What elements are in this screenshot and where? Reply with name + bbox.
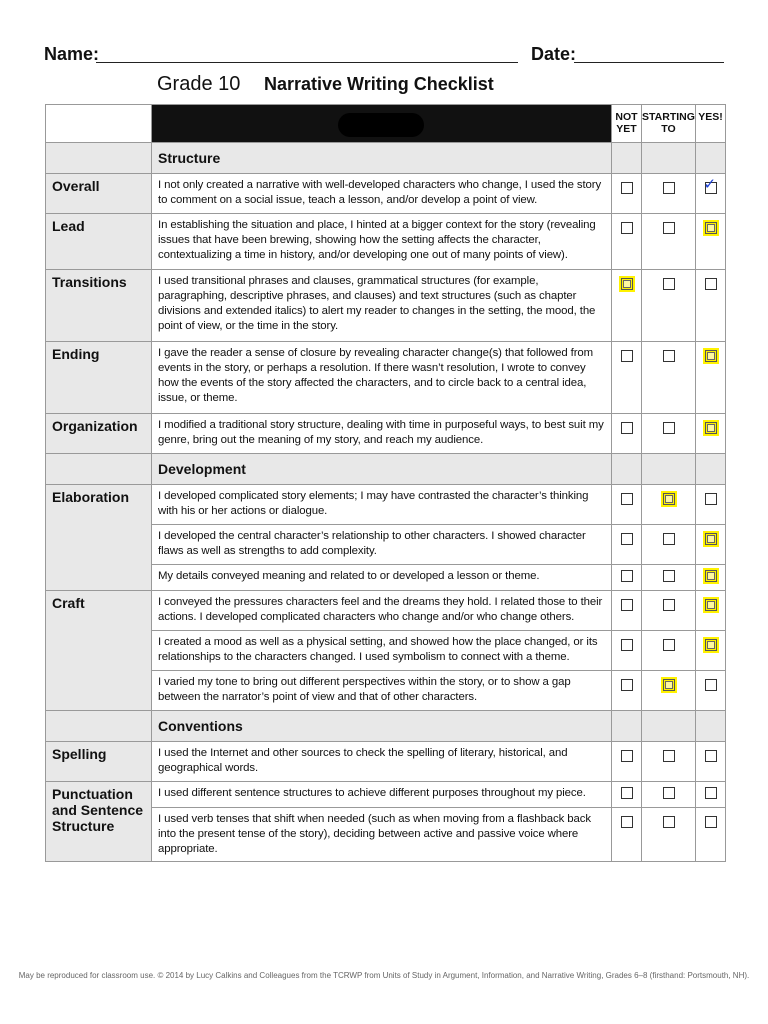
header-redacted-cell xyxy=(152,105,612,143)
checkbox-not-yet[interactable] xyxy=(621,599,633,611)
row-desc-lead: In establishing the situation and place, I hinted at a bigger context for the story (revealing issues that have been brewing, showing how the setting affects the character, contextualizing a time in history, and/or developing one out of many points of view). xyxy=(152,214,612,270)
row-label-transitions: Transitions xyxy=(46,270,152,342)
checkbox-yes[interactable] xyxy=(705,278,717,290)
checkbox-starting-to[interactable] xyxy=(663,570,675,582)
table-row xyxy=(46,342,726,414)
col-starting-to: STARTING TO xyxy=(642,105,696,143)
table-row xyxy=(46,591,726,631)
table-row xyxy=(46,742,726,782)
section-development: Development xyxy=(152,454,612,485)
grade-label: Grade 10 xyxy=(157,73,241,95)
checkbox-not-yet-highlighted[interactable] xyxy=(621,278,633,290)
name-line[interactable] xyxy=(96,62,518,63)
table-row xyxy=(46,782,726,808)
row-desc-organization: I modified a traditional story structure, dealing with time in purposeful ways, to best suit my genre, bring out the meaning of my story, and reach my audience. xyxy=(152,414,612,454)
checkbox-not-yet[interactable] xyxy=(621,493,633,505)
checkbox-starting-to[interactable] xyxy=(663,639,675,651)
table-row xyxy=(46,214,726,270)
row-desc-craft-1: I conveyed the pressures characters feel and the dreams they hold. I related those to their actions. I developed complicated characters who change and/or who change others. xyxy=(152,591,612,631)
checkbox-yes-highlighted[interactable] xyxy=(705,639,717,651)
checkbox-starting-to[interactable] xyxy=(663,787,675,799)
checkbox-starting-to[interactable] xyxy=(663,182,675,194)
section-row xyxy=(46,711,726,742)
row-desc-craft-3: I varied my tone to bring out different perspectives within the story, or to show a gap between the narrator’s point of view and that of other characters. xyxy=(152,671,612,711)
checkbox-starting-to[interactable] xyxy=(663,750,675,762)
date-label: Date: xyxy=(531,44,577,64)
checkbox-not-yet[interactable] xyxy=(621,639,633,651)
row-desc-elaboration-3: My details conveyed meaning and related to or developed a lesson or theme. xyxy=(152,565,612,591)
checkbox-not-yet[interactable] xyxy=(621,350,633,362)
col-not-yet: NOT YET xyxy=(612,105,642,143)
row-label-overall: Overall xyxy=(46,174,152,214)
section-structure: Structure xyxy=(152,143,612,174)
checkbox-starting-to-highlighted[interactable] xyxy=(663,679,675,691)
checklist-table xyxy=(45,104,726,862)
checkbox-yes-highlighted[interactable] xyxy=(705,570,717,582)
footer-copyright: May be reproduced for classroom use. © 2014 by Lucy Calkins and Colleagues from the TCRWP from Units of Study in Argument, Information, and Narrative Writing, Grades 6–8 (firsthand: Portsmouth, NH). xyxy=(18,971,750,980)
checkbox-yes-highlighted[interactable] xyxy=(705,599,717,611)
checkbox-not-yet[interactable] xyxy=(621,182,633,194)
row-label-spelling: Spelling xyxy=(46,742,152,782)
checkbox-starting-to[interactable] xyxy=(663,533,675,545)
row-desc-ending: I gave the reader a sense of closure by revealing character change(s) that followed from events in the story, or perhaps a resolution. If there wasn’t resolution, I wrote to convey how the events of the story affected the characters, and to circle back to a central idea, issue, or theme. xyxy=(152,342,612,414)
redaction-mark xyxy=(338,113,424,137)
checkbox-not-yet[interactable] xyxy=(621,533,633,545)
checkbox-not-yet[interactable] xyxy=(621,222,633,234)
section-conventions: Conventions xyxy=(152,711,612,742)
table-row xyxy=(46,485,726,525)
table-row xyxy=(46,414,726,454)
checkbox-starting-to[interactable] xyxy=(663,222,675,234)
checkbox-not-yet[interactable] xyxy=(621,570,633,582)
checkbox-not-yet[interactable] xyxy=(621,816,633,828)
checkbox-starting-to[interactable] xyxy=(663,422,675,434)
section-row xyxy=(46,143,726,174)
row-desc-overall: I not only created a narrative with well-developed characters who change, I used the story to comment on a social issue, teach a lesson, and/or develop a point of view. xyxy=(152,174,612,214)
checkbox-starting-to[interactable] xyxy=(663,599,675,611)
checkbox-starting-to[interactable] xyxy=(663,816,675,828)
table-row xyxy=(46,174,726,214)
checkbox-yes[interactable] xyxy=(705,679,717,691)
checkbox-not-yet[interactable] xyxy=(621,679,633,691)
row-label-organization: Organization xyxy=(46,414,152,454)
checkmark-icon: ✓ xyxy=(703,176,717,193)
row-label-lead: Lead xyxy=(46,214,152,270)
checkbox-starting-to[interactable] xyxy=(663,278,675,290)
header-blank-cell xyxy=(46,105,152,143)
row-desc-punctuation-1: I used different sentence structures to achieve different purposes throughout my piece. xyxy=(152,782,612,808)
page-title: Narrative Writing Checklist xyxy=(264,74,494,94)
row-label-elaboration: Elaboration xyxy=(46,485,152,591)
date-line[interactable] xyxy=(574,62,724,63)
row-label-craft: Craft xyxy=(46,591,152,711)
row-label-ending: Ending xyxy=(46,342,152,414)
row-desc-craft-2: I created a mood as well as a physical setting, and showed how the place changed, or its relationships to the characters changed. I used symbolism to connect with a theme. xyxy=(152,631,612,671)
checkbox-starting-to[interactable] xyxy=(663,350,675,362)
checkbox-not-yet[interactable] xyxy=(621,750,633,762)
row-desc-elaboration-2: I developed the central character’s relationship to other characters. I showed character flaws as well as strengths to add complexity. xyxy=(152,525,612,565)
checkbox-not-yet[interactable] xyxy=(621,787,633,799)
checkbox-yes-highlighted[interactable] xyxy=(705,533,717,545)
row-label-punctuation: Punctuation and Sentence Structure xyxy=(46,782,152,862)
checkbox-yes[interactable] xyxy=(703,176,717,194)
row-desc-transitions: I used transitional phrases and clauses, grammatical structures (for example, paragraphing, descriptive phrases, and clauses) and text structures (such as chapter divisions and extended italics) to alert my reader to changes in the setting, the mood, the point of view, or the time in the story. xyxy=(152,270,612,342)
table-row xyxy=(46,270,726,342)
row-desc-elaboration-1: I developed complicated story elements; I may have contrasted the character’s thinking with his or her actions or dialogue. xyxy=(152,485,612,525)
name-label: Name: xyxy=(44,44,100,64)
row-desc-spelling: I used the Internet and other sources to check the spelling of literary, historical, and geographical words. xyxy=(152,742,612,782)
checkbox-yes-highlighted[interactable] xyxy=(705,350,717,362)
checkbox-yes-highlighted[interactable] xyxy=(705,222,717,234)
col-yes: YES! xyxy=(696,105,726,143)
checkbox-yes[interactable] xyxy=(705,787,717,799)
checkbox-yes[interactable] xyxy=(705,816,717,828)
checkbox-starting-to-highlighted[interactable] xyxy=(663,493,675,505)
section-row xyxy=(46,454,726,485)
row-desc-punctuation-2: I used verb tenses that shift when needed (such as when moving from a flashback back into the present tense of the story), deciding between active and passive voice where appropriate. xyxy=(152,808,612,862)
checkbox-yes-highlighted[interactable] xyxy=(705,422,717,434)
checkbox-yes[interactable] xyxy=(705,750,717,762)
checkbox-yes[interactable] xyxy=(705,493,717,505)
checkbox-not-yet[interactable] xyxy=(621,422,633,434)
